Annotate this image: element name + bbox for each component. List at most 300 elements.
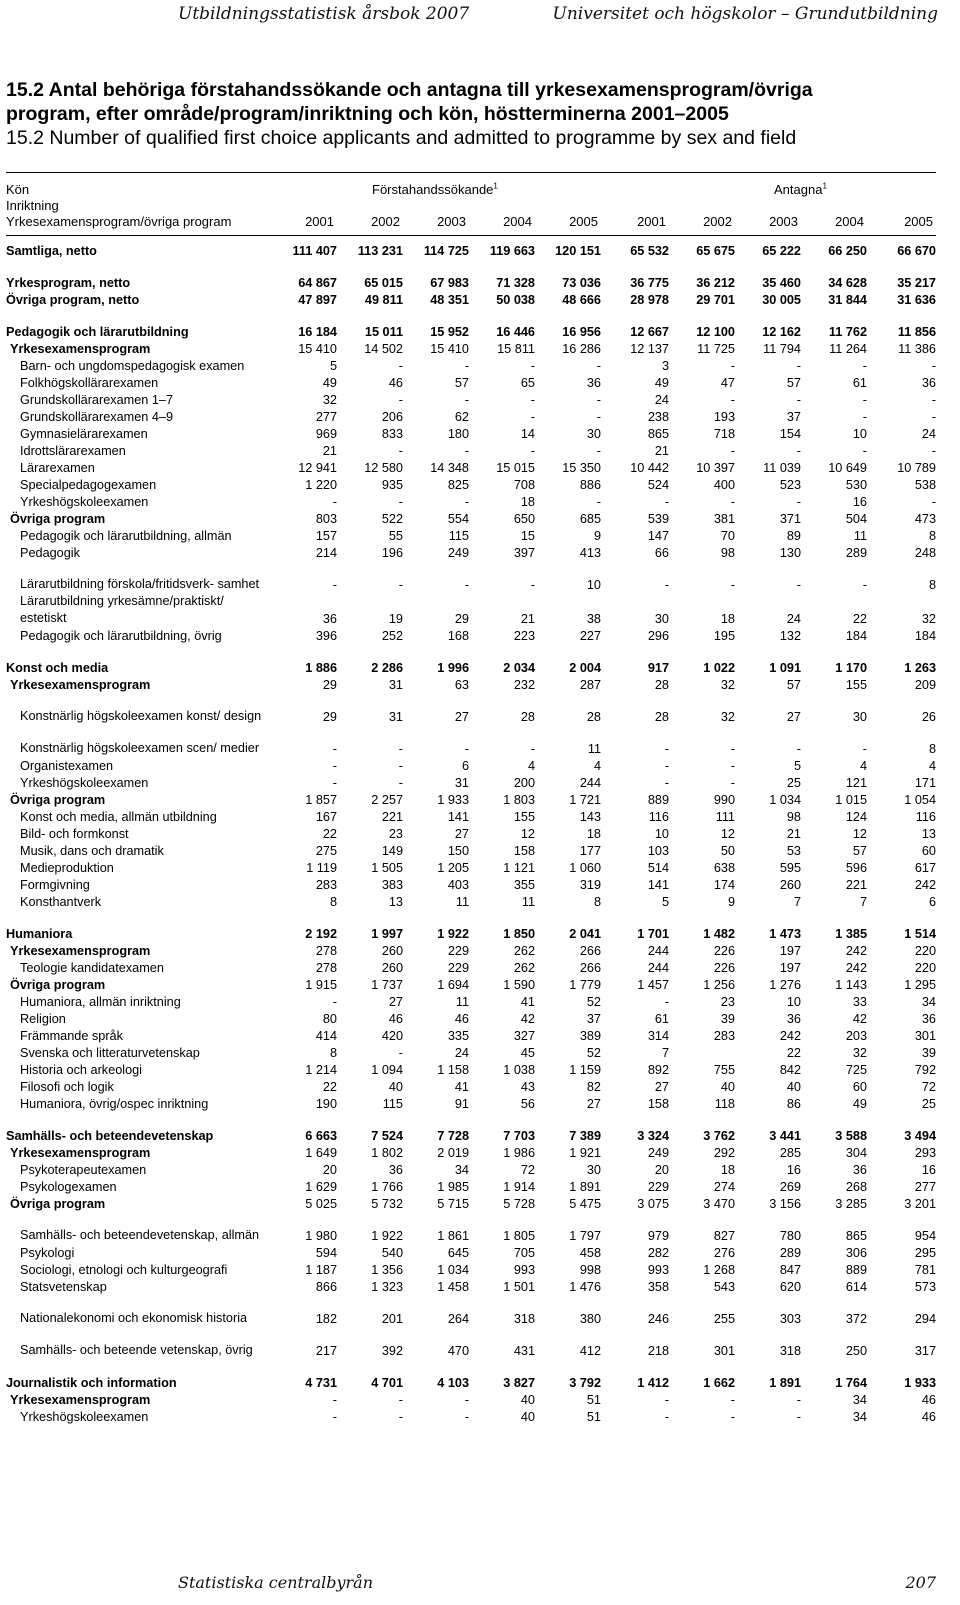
- value-cell: -: [398, 578, 403, 592]
- value-cell: 31 636: [897, 293, 936, 307]
- value-cell: 277: [914, 1180, 936, 1194]
- value-cell: 327: [513, 1029, 535, 1043]
- table-titles: [6, 78, 946, 150]
- value-cell: 167: [315, 810, 337, 824]
- value-cell: 11 794: [763, 342, 801, 356]
- value-cell: 115: [448, 529, 469, 543]
- value-cell: 197: [779, 944, 801, 958]
- value-cell: 98: [720, 546, 735, 560]
- value-cell: 523: [779, 478, 801, 492]
- value-cell: -: [332, 1410, 337, 1424]
- row-label: Religion: [20, 1012, 66, 1026]
- value-cell: 1 268: [703, 1263, 735, 1277]
- value-cell: 40: [520, 1393, 535, 1407]
- value-cell: 3 441: [769, 1129, 801, 1143]
- value-cell: -: [398, 495, 403, 509]
- table-row: [6, 1144, 936, 1161]
- value-cell: -: [398, 1393, 403, 1407]
- value-cell: -: [596, 495, 601, 509]
- value-cell: 111 407: [292, 244, 337, 258]
- value-cell: 229: [647, 1180, 669, 1194]
- value-cell: 16: [921, 1163, 936, 1177]
- value-cell: 171: [914, 776, 936, 790]
- value-cell: 72: [520, 1163, 535, 1177]
- value-cell: 842: [779, 1063, 801, 1077]
- value-cell: 11 386: [898, 342, 936, 356]
- value-cell: 990: [713, 793, 735, 807]
- value-cell: 32: [322, 393, 337, 407]
- value-cell: -: [730, 759, 735, 773]
- value-cell: -: [596, 393, 601, 407]
- value-cell: 14 348: [430, 461, 469, 475]
- value-cell: 1 805: [503, 1229, 535, 1243]
- value-cell: 24: [454, 1046, 469, 1060]
- value-cell: 49: [852, 1097, 867, 1111]
- table-row: [6, 659, 936, 676]
- table-row: [6, 757, 936, 774]
- value-cell: 21: [322, 444, 337, 458]
- row-label: Specialpedagogexamen: [20, 478, 157, 492]
- row-label: Samtliga, netto: [6, 244, 97, 258]
- value-cell: -: [464, 1410, 469, 1424]
- value-cell: 246: [647, 1312, 669, 1326]
- value-cell: [669, 1044, 735, 1061]
- value-cell: 7: [661, 1046, 669, 1060]
- table-row: [6, 425, 936, 442]
- value-cell: 1 891: [769, 1376, 801, 1390]
- value-cell: 13: [921, 827, 936, 841]
- value-cell: 383: [381, 878, 403, 892]
- value-cell: 6: [928, 895, 936, 909]
- value-cell: 242: [779, 1029, 801, 1043]
- value-cell: 283: [315, 878, 337, 892]
- value-cell: 66 250: [828, 244, 867, 258]
- value-cell: -: [332, 578, 337, 592]
- row-label: Konst och media, allmän utbildning: [20, 810, 217, 824]
- value-cell: 39: [720, 1012, 735, 1026]
- value-cell: 39: [921, 1046, 936, 1060]
- row-label: Barn- och ungdomspedagogisk examen: [20, 359, 245, 373]
- value-cell: 57: [786, 678, 801, 692]
- value-cell: -: [862, 410, 867, 424]
- value-cell: -: [931, 410, 936, 424]
- value-cell: 60: [852, 1080, 867, 1094]
- value-cell: 1 214: [305, 1063, 337, 1077]
- value-cell: 389: [579, 1029, 601, 1043]
- value-cell: -: [862, 444, 867, 458]
- value-cell: 11: [853, 529, 867, 543]
- value-cell: 184: [914, 629, 936, 643]
- value-cell: 200: [513, 776, 535, 790]
- value-cell: 31 844: [828, 293, 867, 307]
- value-cell: 141: [447, 810, 469, 824]
- value-cell: 221: [381, 810, 403, 824]
- value-cell: 20: [322, 1163, 337, 1177]
- value-cell: 3 075: [637, 1197, 669, 1211]
- value-cell: 1 482: [703, 927, 735, 941]
- value-cell: 244: [579, 776, 601, 790]
- value-cell: 197: [779, 961, 801, 975]
- value-cell: 304: [845, 1146, 867, 1160]
- value-cell: 21: [786, 827, 801, 841]
- header-year: 2004: [835, 214, 864, 229]
- value-cell: 32: [720, 678, 735, 692]
- value-cell: 218: [647, 1344, 669, 1358]
- value-cell: 4 701: [371, 1376, 403, 1390]
- value-cell: 358: [647, 1280, 669, 1294]
- title-swedish-line1: 15.2 Antal behöriga förstahandssökande och antagna till yrkesexamensprogram/övriga: [6, 79, 813, 101]
- value-cell: 91: [454, 1097, 469, 1111]
- value-cell: 223: [513, 629, 535, 643]
- value-cell: 1 996: [437, 661, 469, 675]
- value-cell: 11 264: [829, 342, 867, 356]
- value-cell: 116: [915, 810, 936, 824]
- header-year: 2001: [637, 214, 666, 229]
- row-label: Konstnärlig högskoleexamen scen/ medier: [20, 741, 260, 755]
- row-label: Folkhögskollärarexamen: [20, 376, 159, 390]
- value-cell: 917: [647, 661, 669, 675]
- table-row: [6, 976, 936, 993]
- value-cell: 57: [786, 376, 801, 390]
- row-label: Svenska och litteraturvetenskap: [20, 1046, 200, 1060]
- value-cell: -: [332, 776, 337, 790]
- value-cell: 41: [520, 995, 535, 1009]
- value-cell: 36 212: [696, 276, 735, 290]
- value-cell: 60: [921, 844, 936, 858]
- value-cell: 705: [513, 1246, 535, 1260]
- value-cell: 21: [654, 444, 669, 458]
- header-inriktning: Inriktning: [6, 198, 59, 213]
- value-cell: 27: [586, 1097, 601, 1111]
- value-cell: 412: [579, 1344, 601, 1358]
- spacer-row: [6, 1359, 936, 1374]
- value-cell: 182: [315, 1312, 337, 1326]
- value-cell: -: [332, 495, 337, 509]
- value-cell: 36 775: [630, 276, 669, 290]
- value-cell: 49: [654, 376, 669, 390]
- value-cell: 18: [720, 1163, 735, 1177]
- value-cell: 25: [921, 1097, 936, 1111]
- value-cell: 594: [315, 1246, 337, 1260]
- value-cell: 403: [447, 878, 469, 892]
- value-cell: 292: [713, 1146, 735, 1160]
- value-cell: 1 159: [569, 1063, 601, 1077]
- value-cell: -: [796, 578, 801, 592]
- value-cell: 1 458: [437, 1280, 469, 1294]
- value-cell: 392: [381, 1344, 403, 1358]
- value-cell: 1 803: [503, 793, 535, 807]
- value-cell: 62: [454, 410, 469, 424]
- value-cell: 82: [586, 1080, 601, 1094]
- value-cell: 16: [852, 495, 867, 509]
- value-cell: 72: [921, 1080, 936, 1094]
- value-cell: 1 385: [835, 927, 867, 941]
- value-cell: 24: [786, 612, 801, 626]
- value-cell: 2 041: [569, 927, 601, 941]
- value-cell: 266: [579, 944, 601, 958]
- value-cell: 7 728: [437, 1129, 469, 1143]
- row-label: Yrkesexamensprogram: [10, 678, 151, 692]
- value-cell: 36: [586, 376, 601, 390]
- value-cell: 34: [852, 1410, 867, 1424]
- value-cell: 65 532: [630, 244, 669, 258]
- table-row: [6, 323, 936, 340]
- value-cell: 18: [520, 495, 535, 509]
- table-row: [6, 1261, 936, 1278]
- value-cell: 1 514: [904, 927, 936, 941]
- value-cell: -: [862, 359, 867, 373]
- value-cell: -: [796, 1410, 801, 1424]
- value-cell: 12: [520, 827, 535, 841]
- value-cell: 614: [845, 1280, 867, 1294]
- value-cell: 3 494: [904, 1129, 936, 1143]
- value-cell: 400: [713, 478, 735, 492]
- table-row: [6, 1278, 936, 1295]
- value-cell: 4 103: [437, 1376, 469, 1390]
- value-cell: 65 222: [762, 244, 801, 258]
- value-cell: 4: [527, 759, 535, 773]
- table-row: [6, 1178, 936, 1195]
- table-row: [6, 842, 936, 859]
- value-cell: 12 941: [298, 461, 337, 475]
- value-cell: 196: [381, 546, 403, 560]
- value-cell: 40: [520, 1410, 535, 1424]
- value-cell: 242: [845, 961, 867, 975]
- value-cell: 46: [921, 1393, 936, 1407]
- value-cell: 50 038: [496, 293, 535, 307]
- value-cell: 141: [647, 878, 669, 892]
- value-cell: 5 025: [305, 1197, 337, 1211]
- running-head: [0, 0, 960, 44]
- value-cell: 28 978: [630, 293, 669, 307]
- table-row: [6, 493, 936, 510]
- row-label: Konst och media: [6, 661, 109, 675]
- title-english: 15.2 Number of qualified first choice applicants and admitted to programme by sex and field: [6, 127, 797, 149]
- table-row: [6, 340, 936, 357]
- spacer-cell: [6, 1359, 936, 1374]
- value-cell: 1 094: [371, 1063, 403, 1077]
- value-cell: -: [730, 359, 735, 373]
- spacer-row: [6, 910, 936, 925]
- header-year: 2004: [503, 214, 532, 229]
- row-label: Grundskollärarexamen 4–9: [20, 410, 174, 424]
- value-cell: 22: [322, 1080, 337, 1094]
- table-row: [6, 1327, 936, 1359]
- value-cell: 66 670: [897, 244, 936, 258]
- page-number: 207: [905, 1573, 936, 1592]
- value-cell: 865: [845, 1229, 867, 1243]
- value-cell: 120 151: [555, 244, 601, 258]
- value-cell: 49 811: [364, 293, 403, 307]
- value-cell: 15 952: [430, 325, 469, 339]
- value-cell: 866: [315, 1280, 337, 1294]
- value-cell: 47: [720, 376, 735, 390]
- value-cell: 40: [786, 1080, 801, 1094]
- value-cell: 27: [454, 710, 469, 724]
- value-cell: 38: [586, 612, 601, 626]
- value-cell: 220: [914, 944, 936, 958]
- value-cell: 318: [513, 1312, 535, 1326]
- value-cell: 285: [779, 1146, 801, 1160]
- value-cell: 15 011: [364, 325, 403, 339]
- table-row: [6, 510, 936, 527]
- value-cell: -: [398, 1410, 403, 1424]
- value-cell: 1 891: [569, 1180, 601, 1194]
- row-label: Psykologi: [20, 1246, 75, 1260]
- value-cell: 232: [513, 678, 535, 692]
- value-cell: -: [596, 410, 601, 424]
- table-row: [6, 627, 936, 644]
- value-cell: 1 694: [437, 978, 469, 992]
- value-cell: 3 156: [769, 1197, 801, 1211]
- value-cell: 1 015: [835, 793, 867, 807]
- value-cell: 596: [845, 861, 867, 875]
- value-cell: 244: [647, 944, 669, 958]
- value-cell: 18: [586, 827, 601, 841]
- value-cell: 1 476: [569, 1280, 601, 1294]
- value-cell: 1 886: [305, 661, 337, 675]
- value-cell: 63: [454, 678, 469, 692]
- table-row: [6, 1212, 936, 1244]
- value-cell: 32: [852, 1046, 867, 1060]
- value-cell: 638: [713, 861, 735, 875]
- value-cell: 158: [647, 1097, 669, 1111]
- value-cell: 124: [845, 810, 867, 824]
- value-cell: 1 119: [306, 861, 337, 875]
- value-cell: -: [796, 393, 801, 407]
- value-cell: 24: [921, 427, 936, 441]
- value-cell: -: [530, 578, 535, 592]
- value-cell: 22: [786, 1046, 801, 1060]
- row-label: Övriga program: [10, 512, 106, 526]
- value-cell: 1 861: [437, 1229, 469, 1243]
- value-cell: 993: [647, 1263, 669, 1277]
- value-cell: 70: [720, 529, 735, 543]
- table-row: [6, 1195, 936, 1212]
- value-cell: 174: [713, 878, 735, 892]
- value-cell: 36: [921, 1012, 936, 1026]
- value-cell: 12 667: [630, 325, 669, 339]
- value-cell: 7 703: [503, 1129, 535, 1143]
- value-cell: 18: [720, 612, 735, 626]
- value-cell: -: [464, 1393, 469, 1407]
- value-cell: 226: [713, 944, 735, 958]
- value-cell: 318: [779, 1344, 801, 1358]
- row-label: Konsthantverk: [20, 895, 102, 909]
- value-cell: 28: [520, 710, 535, 724]
- value-cell: 396: [315, 629, 337, 643]
- value-cell: 195: [713, 629, 735, 643]
- value-cell: 26: [921, 710, 936, 724]
- value-cell: 27: [654, 1080, 669, 1094]
- value-cell: 9: [727, 895, 735, 909]
- value-cell: 1 701: [637, 927, 669, 941]
- value-cell: -: [664, 995, 669, 1009]
- value-cell: 45: [520, 1046, 535, 1060]
- spacer-cell: [6, 308, 936, 323]
- table-row: [6, 274, 936, 291]
- value-cell: 1 737: [371, 978, 403, 992]
- value-cell: 2 286: [371, 661, 403, 675]
- value-cell: 33: [852, 995, 867, 1009]
- value-cell: 118: [714, 1097, 735, 1111]
- value-cell: 209: [914, 678, 936, 692]
- value-cell: 1 038: [503, 1063, 535, 1077]
- value-cell: 7 389: [569, 1129, 601, 1143]
- value-cell: 29: [322, 710, 337, 724]
- value-cell: 244: [647, 961, 669, 975]
- value-cell: 51: [586, 1393, 601, 1407]
- value-cell: 1 060: [569, 861, 601, 875]
- row-label: Medieproduktion: [20, 861, 114, 875]
- table-row: [6, 1027, 936, 1044]
- value-cell: 226: [713, 961, 735, 975]
- value-cell: 5: [329, 359, 337, 373]
- value-cell: 1 922: [437, 927, 469, 941]
- value-cell: 1 205: [437, 861, 469, 875]
- value-cell: 8: [329, 1046, 337, 1060]
- row-label: Humaniora: [6, 927, 73, 941]
- value-cell: -: [664, 1393, 669, 1407]
- value-cell: 296: [647, 629, 669, 643]
- value-cell: 7: [793, 895, 801, 909]
- value-cell: 803: [315, 512, 337, 526]
- spacer-cell: [6, 644, 936, 659]
- value-cell: 177: [579, 844, 601, 858]
- value-cell: 56: [520, 1097, 535, 1111]
- value-cell: -: [530, 393, 535, 407]
- value-cell: 539: [647, 512, 669, 526]
- value-cell: 554: [447, 512, 469, 526]
- table-row: [6, 1391, 936, 1408]
- value-cell: 180: [447, 427, 469, 441]
- value-cell: -: [664, 742, 669, 756]
- value-cell: -: [398, 444, 403, 458]
- value-cell: 50: [720, 844, 735, 858]
- value-cell: -: [398, 776, 403, 790]
- value-cell: 89: [786, 529, 801, 543]
- value-cell: 28: [654, 678, 669, 692]
- value-cell: 10 649: [828, 461, 867, 475]
- header-year: 2001: [305, 214, 334, 229]
- value-cell: -: [398, 359, 403, 373]
- value-cell: -: [332, 742, 337, 756]
- row-label: Humaniora, allmän inriktning: [20, 995, 181, 1009]
- row-label: Psykoterapeutexamen: [20, 1163, 147, 1177]
- value-cell: 1 985: [437, 1180, 469, 1194]
- row-label: Yrkeshögskoleexamen: [20, 776, 149, 790]
- value-cell: 30: [586, 427, 601, 441]
- value-cell: 617: [914, 861, 936, 875]
- row-label: Psykologexamen: [20, 1180, 117, 1194]
- value-cell: 20: [654, 1163, 669, 1177]
- value-cell: 287: [579, 678, 601, 692]
- value-cell: 30: [586, 1163, 601, 1177]
- value-cell: -: [931, 359, 936, 373]
- value-cell: 12: [852, 827, 867, 841]
- table-row: [6, 291, 936, 308]
- value-cell: 781: [914, 1263, 936, 1277]
- value-cell: 3 470: [703, 1197, 735, 1211]
- value-cell: 1 054: [904, 793, 936, 807]
- value-cell: -: [398, 393, 403, 407]
- value-cell: 16 184: [298, 325, 337, 339]
- value-cell: 792: [914, 1063, 936, 1077]
- value-cell: -: [664, 1410, 669, 1424]
- value-cell: -: [464, 444, 469, 458]
- value-cell: 157: [315, 529, 337, 543]
- value-cell: 833: [381, 427, 403, 441]
